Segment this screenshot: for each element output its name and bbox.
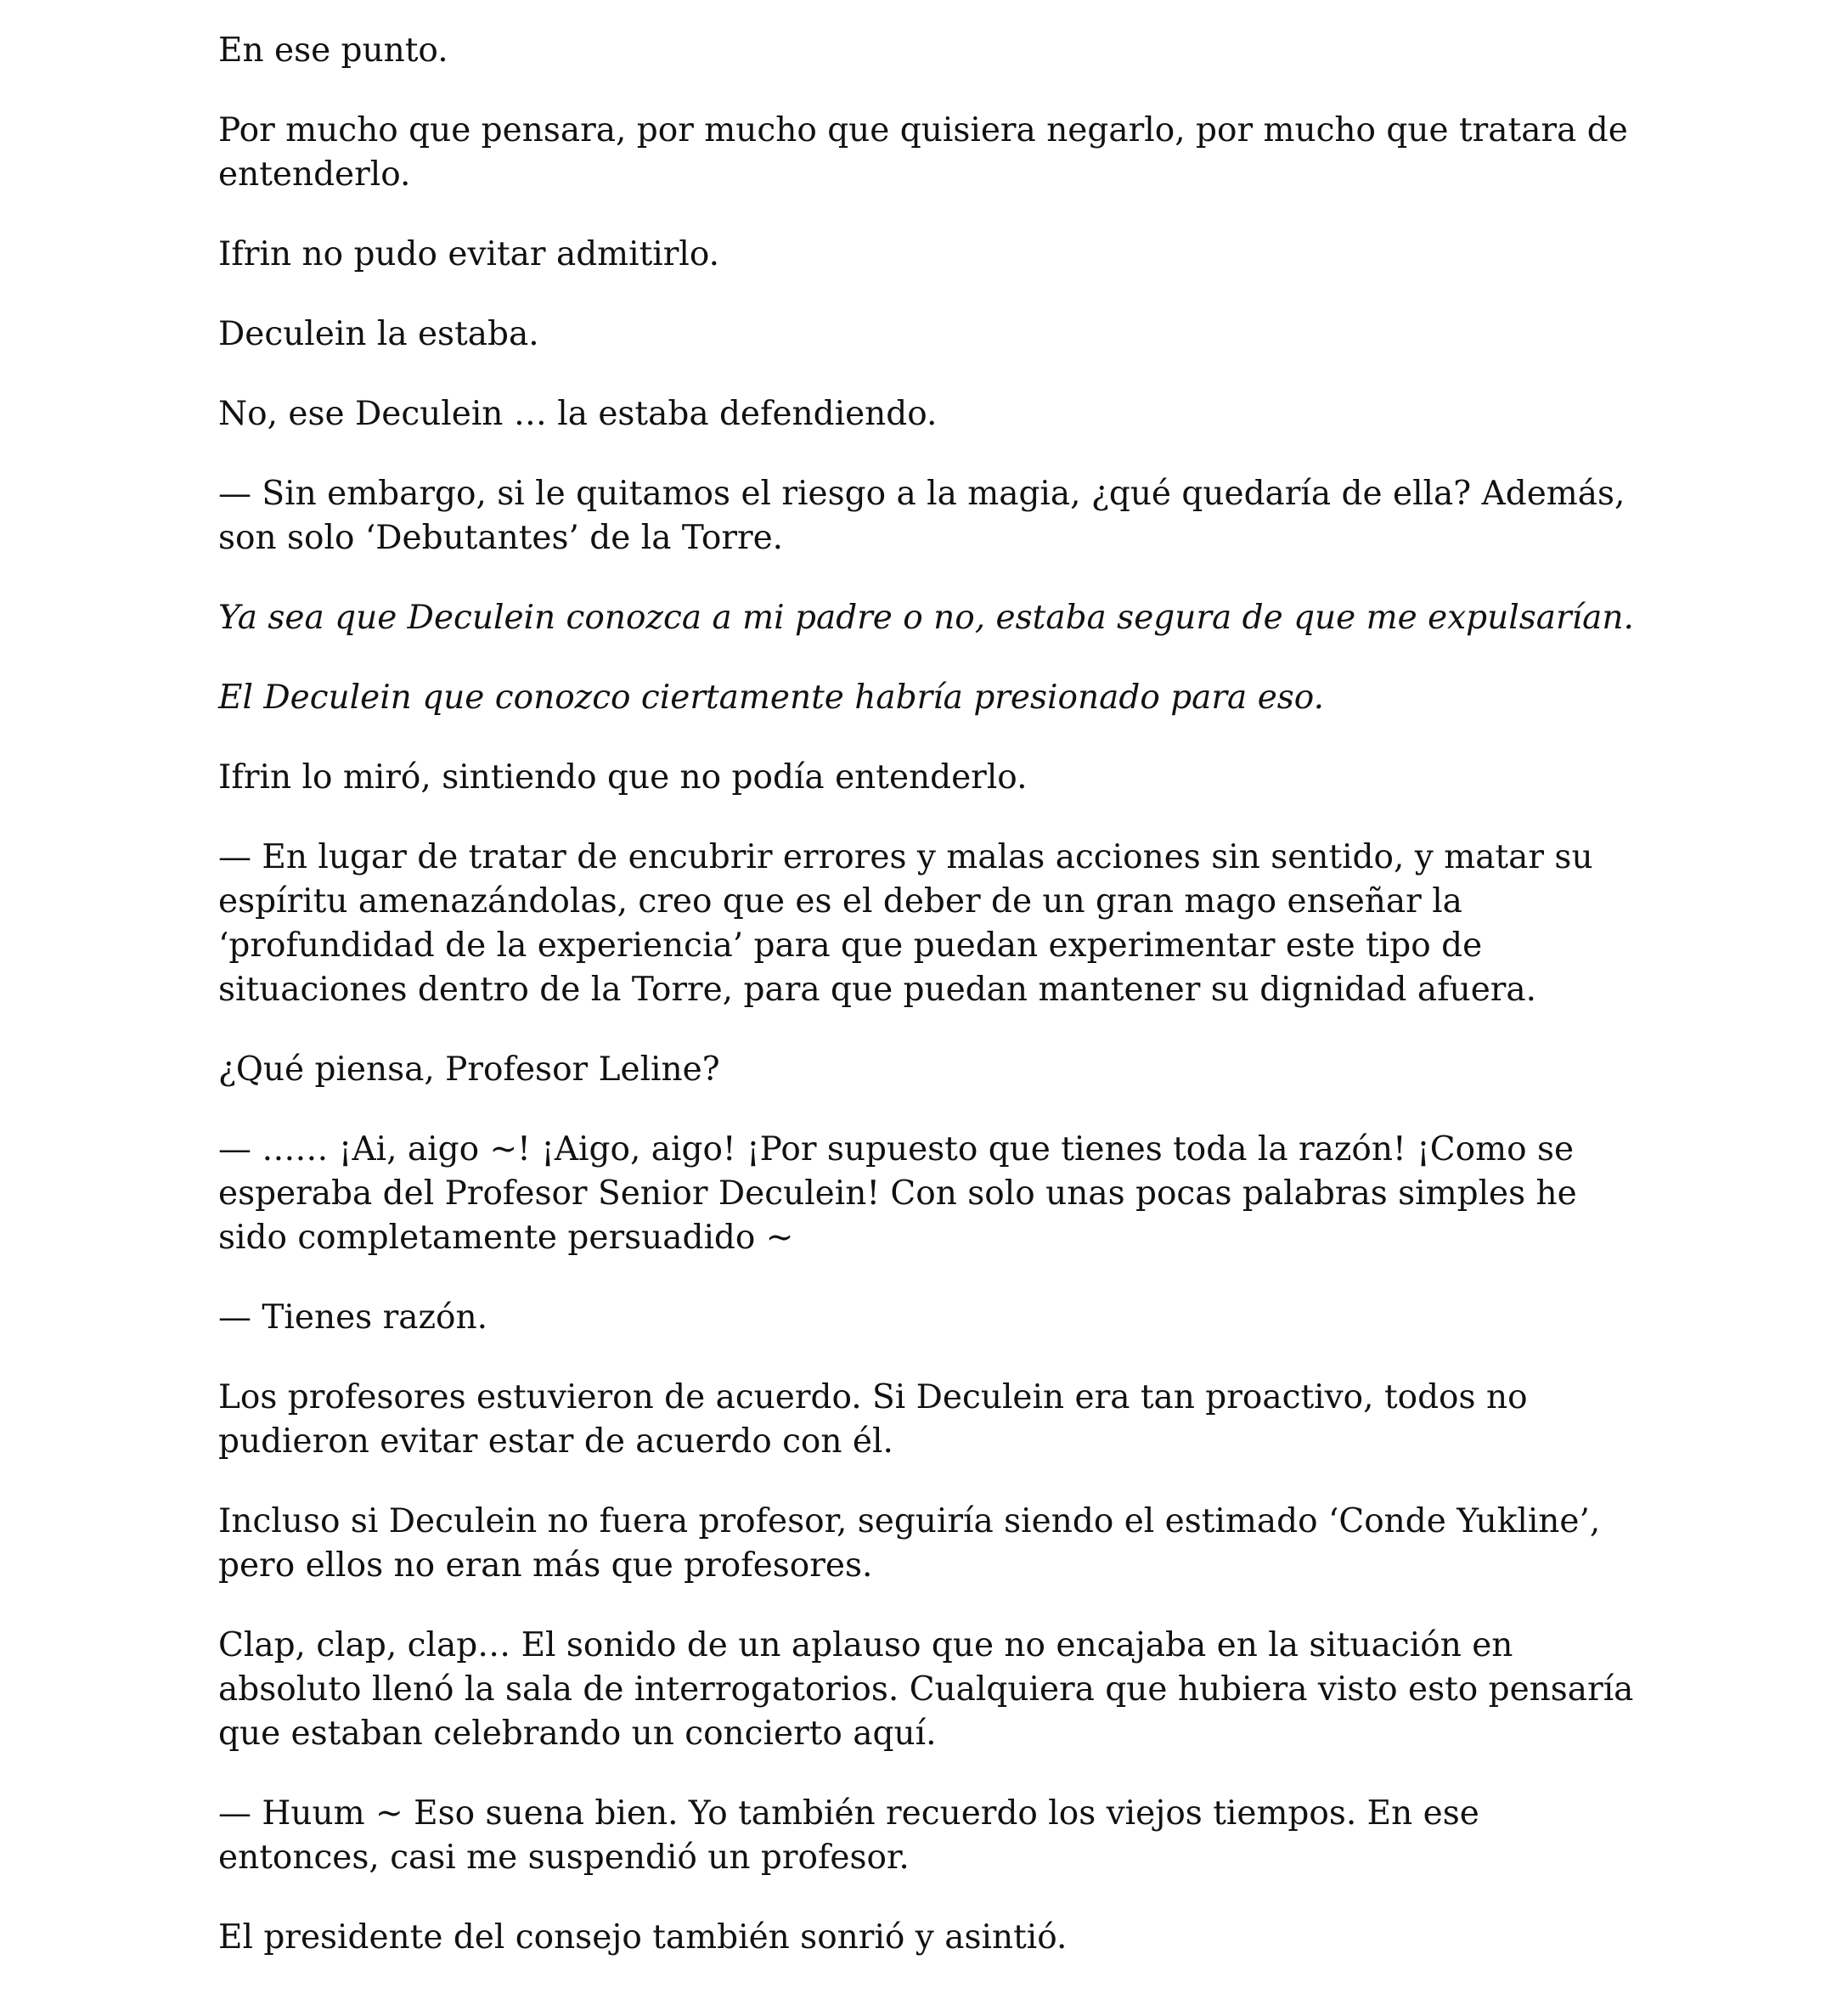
thought-paragraph: Ya sea que Deculein conozca a mi padre o no, estaba segura de que me expulsarían. <box>218 599 1634 637</box>
paragraph: Clap, clap, clap… El sonido de un aplauso que no encajaba en la situación en absoluto llenó la sala de interrogatorios. Cualquiera que hubiera visto esto pensaría que estaban celebrando un concierto aquí. <box>218 1626 1634 1753</box>
dialogue-paragraph: — …… ¡Ai, aigo ~! ¡Aigo, aigo! ¡Por supuesto que tienes toda la razón! ¡Como se esperaba del Profesor Senior Deculein! Con solo unas pocas palabras simples he sido completamente persuadido ~ <box>218 1130 1577 1257</box>
paragraph: En ese punto. <box>218 31 448 70</box>
paragraph: ¿Qué piensa, Profesor Leline? <box>218 1050 720 1089</box>
dialogue-paragraph: — Sin embargo, si le quitamos el riesgo a la magia, ¿qué quedaría de ella? Además, son solo ‘Debutantes’ de la Torre. <box>218 475 1625 557</box>
paragraph: Deculein la estaba. <box>218 315 539 353</box>
thought-paragraph: El Deculein que conozco ciertamente habría presionado para eso. <box>218 679 1324 717</box>
paragraph: Ifrin lo miró, sintiendo que no podía entenderlo. <box>218 758 1028 797</box>
dialogue-paragraph: — Huum ~ Eso suena bien. Yo también recuerdo los viejos tiempos. En ese entonces, casi me suspendió un profesor. <box>218 1794 1479 1877</box>
dialogue-paragraph: — Tienes razón. <box>218 1298 488 1337</box>
paragraph: El presidente del consejo también sonrió y asintió. <box>218 1918 1068 1957</box>
paragraph: Incluso si Deculein no fuera profesor, seguiría siendo el estimado ‘Conde Yukline’, pero ellos no eran más que profesores. <box>218 1502 1601 1585</box>
paragraph: Ifrin no pudo evitar admitirlo. <box>218 235 720 273</box>
paragraph: No, ese Deculein … la estaba defendiendo. <box>218 395 938 433</box>
document-page <box>218 29 1645 1996</box>
paragraph: Por mucho que pensara, por mucho que quisiera negarlo, por mucho que tratara de entenderlo. <box>218 111 1628 194</box>
dialogue-paragraph: — En lugar de tratar de encubrir errores y malas acciones sin sentido, y matar su espíritu amenazándolas, creo que es el deber de un gran mago enseñar la ‘profundidad de la experiencia’ para que puedan experimentar este tipo de situaciones dentro de la Torre, para que puedan mantener su dignidad afuera. <box>218 838 1593 1009</box>
paragraph: Los profesores estuvieron de acuerdo. Si Deculein era tan proactivo, todos no pudieron evitar estar de acuerdo con él. <box>218 1378 1528 1461</box>
